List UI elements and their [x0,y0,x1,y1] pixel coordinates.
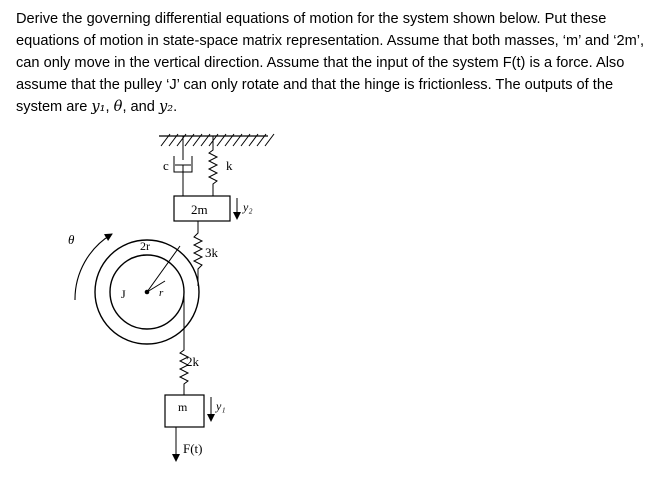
output-theta: θ [113,98,123,115]
theta-arrow [75,234,112,300]
pulley-label-j: J [121,287,126,301]
radius-2r-line [147,246,180,292]
y1-label: y₁ [216,399,226,413]
spring-2k-label: 2k [186,354,199,369]
mass-2m-label: 2m [191,202,208,217]
problem-text: Derive the governing differential equations of motion for the system shown below. Put these equations of motion in state-space matrix representation. Assume that both masses, ‘m’ and ‘2m’, can only move in the vertical direction. Assume that the input of the system F(t) is a force. Also assume that the pulley ‘J’ can only rotate and that the hinge is frictionless. The outputs of the system are [16,11,645,115]
damper-label-c: c [163,158,169,173]
separator-2: , and [122,99,159,115]
y2-label: y₂ [243,200,253,214]
spring-label-k: k [226,158,233,173]
mass-m-label: m [178,400,188,414]
output-y1: y₁ [91,98,106,115]
damper-c [174,136,192,196]
theta-label: θ [68,232,75,247]
radius-r-label: r [159,287,164,299]
problem-end: . [173,99,178,115]
force-label: F(t) [183,441,203,456]
output-y2: y₂ [158,98,174,115]
ceiling [159,134,274,146]
pulley [95,240,199,344]
separator-1: , [105,99,114,115]
radius-2r-label: 2r [140,239,150,253]
spring-3k [194,221,202,286]
spring-3k-label: 3k [205,245,218,260]
